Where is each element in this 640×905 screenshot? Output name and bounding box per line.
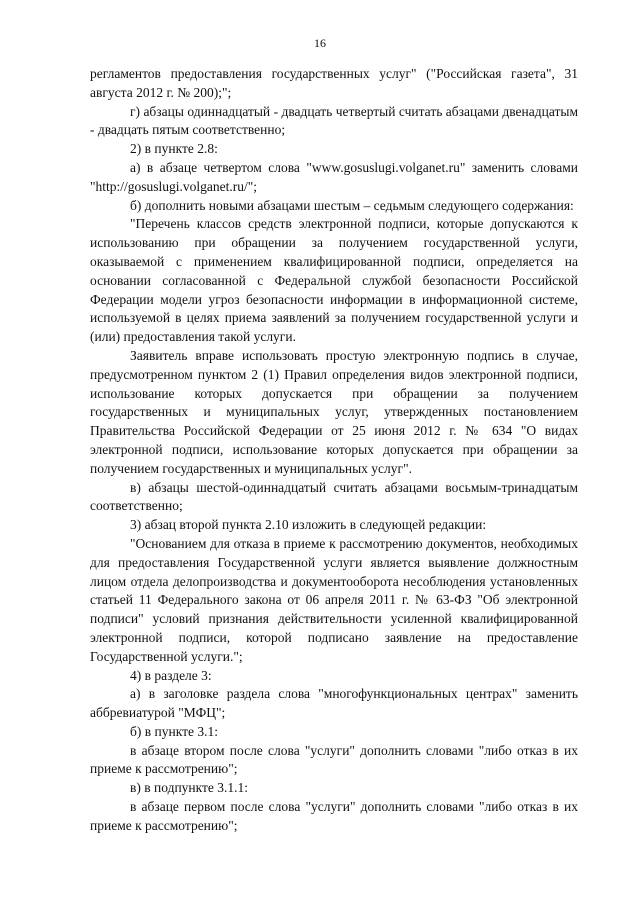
paragraph: б) дополнить новыми абзацами шестым – седьмым следующего содержания: <box>130 197 574 213</box>
paragraph: в) в подпункте 3.1.1: <box>130 780 249 796</box>
paragraph: в) абзацы шестой-одиннадцатый считать абзацами восьмым-тринадцатым соответственно; <box>90 479 578 514</box>
paragraph: Заявитель вправе использовать простую электронную подпись в случае, предусмотренном пунктом 2 (1) Правил определения видов электронной подписи, использование которых допускается при обращении за получением государственных и муниципальных услуг, утвержденных постановлением Правительства Российской Федерации от 25 июня 2012 г. № 634 "О видах электронной подписи, использование которых допускается при обращении за получением государственных и муниципальных услуг". <box>90 347 578 476</box>
paragraph: "Перечень классов средств электронной подписи, которые допускаются к использованию при обращении за получением государственной услуги, оказываемой с применением квалифицированной подписи, определяется на основании согласованной с Федеральной службой безопасности Российской Федерации модели угроз безопасности информации в информационной системе, используемой в целях приема заявлений за получением государственной услуги и (или) предоставления такой услуги. <box>90 216 578 345</box>
paragraph: б) в пункте 3.1: <box>130 723 218 739</box>
paragraph: 4) в разделе 3: <box>130 667 212 683</box>
paragraph: 3) абзац второй пункта 2.10 изложить в следующей редакции: <box>130 517 487 533</box>
paragraph: регламентов предоставления государственных услуг" ("Российская газета", 31 августа 2012 г. № 200);"; <box>90 66 578 100</box>
page-number: 16 <box>314 36 326 50</box>
paragraph: в абзаце первом после слова "услуги" дополнить словами "либо отказ в их приеме к рассмотрению"; <box>90 799 578 833</box>
paragraph: а) в абзаце четвертом слова "www.gosuslugi.volganet.ru" заменить словами "http://gosuslugi.volganet.ru/"; <box>90 159 578 194</box>
paragraph: г) абзацы одиннадцатый - двадцать четвертый считать абзацами двенадцатым - двадцать пятым соответственно; <box>90 103 578 138</box>
paragraph: "Основанием для отказа в приеме к рассмотрению документов, необходимых для предоставления Государственной услуги является выявление должностным лицом отдела делопроизводства и документооборота несоблюдения установленных статьей 11 Федерального закона от 06 апреля 2011 г. № 63-ФЗ "Об электронной подписи" условий признания действительности усиленной квалифицированной электронной подписи, которой подписано заявление на предоставление Государственной услуги."; <box>90 535 578 664</box>
document-body <box>90 65 578 836</box>
paragraph: а) в заголовке раздела слова "многофункциональных центрах" заменить аббревиатурой "МФЦ"; <box>90 686 578 721</box>
paragraph: 2) в пункте 2.8: <box>130 141 218 157</box>
paragraph: в абзаце втором после слова "услуги" дополнить словами "либо отказ в их приеме к рассмотрению"; <box>90 742 578 777</box>
